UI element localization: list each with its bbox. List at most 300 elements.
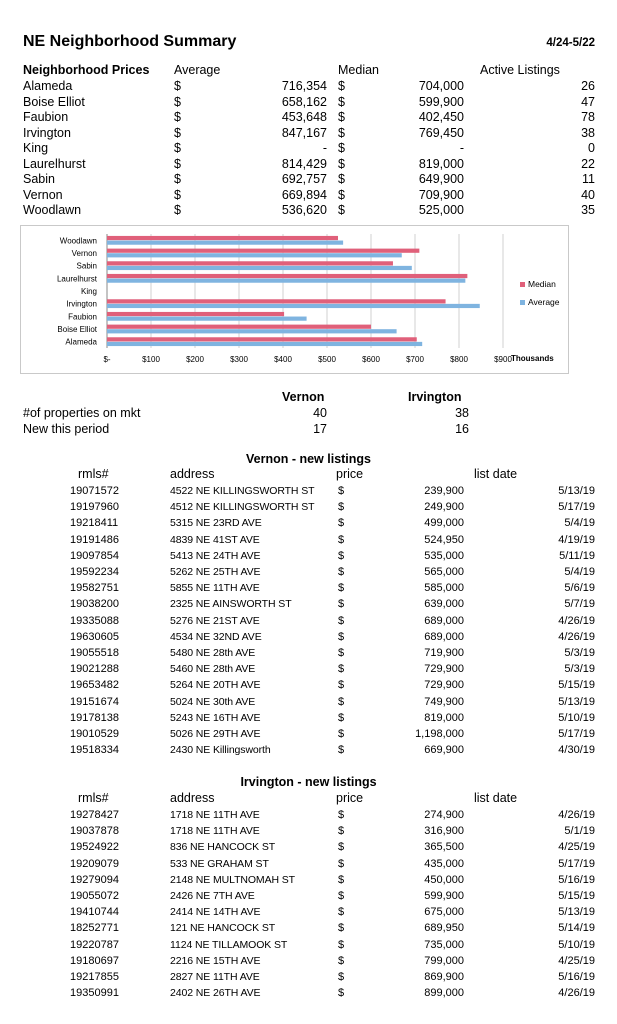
currency-symbol: $ <box>338 630 345 643</box>
listing-row <box>0 712 617 728</box>
legend-label: Average <box>528 297 560 307</box>
listing-rmls-id: 19055072 <box>70 890 119 902</box>
chart-bar-average <box>107 253 402 257</box>
price-chart <box>20 225 569 374</box>
listing-price: 499,000 <box>424 517 464 530</box>
listing-date: 5/13/19 <box>558 485 595 497</box>
neighborhood-name: Irvington <box>23 125 71 140</box>
listing-rmls-id: 19524922 <box>70 841 119 854</box>
listing-price: 689,000 <box>424 630 464 643</box>
chart-bar-median <box>107 261 393 265</box>
chart-bar-median <box>107 299 446 303</box>
neighborhood-name: Alameda <box>23 79 73 93</box>
chart-x-tick-label: $100 <box>142 355 160 364</box>
chart-bar-average <box>107 266 412 270</box>
listing-row <box>0 631 617 647</box>
comparison-col-irvington: Irvington <box>408 390 462 404</box>
active-listings: 78 <box>581 110 595 124</box>
listing-address: 2325 NE AINSWORTH ST <box>170 598 292 611</box>
listing-rmls-id: 19582751 <box>70 582 119 595</box>
chart-x-tick-label: $800 <box>450 355 468 364</box>
listing-price: 585,000 <box>424 582 464 595</box>
listing-address: 5024 NE 30th AVE <box>170 695 256 708</box>
listing-address: 1718 NE 11TH AVE <box>170 825 260 838</box>
irvington-section-title: Irvington - new listings <box>240 775 377 789</box>
chart-bar-average <box>107 329 397 333</box>
listing-row <box>0 971 617 987</box>
currency-symbol: $ <box>338 110 345 124</box>
prices-table-row <box>0 126 617 142</box>
listing-row <box>0 534 617 550</box>
listing-price: 689,950 <box>424 922 464 935</box>
listing-address: 2827 NE 11TH AVE <box>170 971 260 983</box>
listing-address: 5855 NE 11TH AVE <box>170 582 260 595</box>
currency-symbol: $ <box>338 172 345 186</box>
listing-row <box>0 906 617 922</box>
listing-date: 4/25/19 <box>558 954 595 967</box>
average-price: 453,648 <box>281 110 327 124</box>
listing-address: 2430 NE Killingsworth <box>170 744 271 757</box>
currency-symbol: $ <box>338 156 345 171</box>
chart-bar-median <box>107 249 419 253</box>
comparison-label-on-market: #of properties on mkt <box>23 406 141 420</box>
listing-rmls-id: 18252771 <box>70 922 119 935</box>
currency-symbol: $ <box>338 79 345 93</box>
listing-row <box>0 485 617 501</box>
listing-row <box>0 939 617 955</box>
vernon-header-id: rmls# <box>78 467 109 481</box>
active-listings: 40 <box>581 187 595 202</box>
listing-row <box>0 955 617 971</box>
prices-table-row <box>0 203 617 219</box>
listing-address: 2402 NE 26TH AVE <box>170 987 261 1000</box>
currency-symbol: $ <box>338 663 345 676</box>
prices-table-row <box>0 95 617 111</box>
comparison-irvington-new: 16 <box>455 422 469 436</box>
listing-rmls-id: 19071572 <box>70 485 119 497</box>
vernon-section-title: Vernon - new listings <box>245 452 372 466</box>
legend-swatch <box>520 282 525 287</box>
chart-x-tick-label: $- <box>103 355 111 364</box>
listing-date: 5/3/19 <box>564 647 595 659</box>
currency-symbol: $ <box>338 987 345 1000</box>
currency-symbol: $ <box>338 203 345 217</box>
listing-date: 4/25/19 <box>558 841 595 854</box>
page-title: NE Neighborhood Summary <box>23 33 237 50</box>
irvington-header-address: address <box>170 791 215 805</box>
listing-row <box>0 809 617 825</box>
active-listings: 38 <box>581 125 595 140</box>
chart-category-label: Boise Elliot <box>57 325 97 334</box>
listing-date: 5/4/19 <box>564 566 595 578</box>
listing-row <box>0 987 617 1003</box>
legend-swatch <box>520 300 525 305</box>
listing-address: 5480 NE 28th AVE <box>170 647 256 659</box>
listing-address: 121 NE HANCOCK ST <box>170 922 276 935</box>
listing-date: 5/15/19 <box>558 890 595 902</box>
vernon-header-address: address <box>170 467 215 481</box>
listing-row <box>0 696 617 712</box>
currency-symbol: $ <box>338 533 345 546</box>
chart-x-unit-label: Thousands <box>511 354 554 363</box>
chart-category-label: Sabin <box>76 261 97 271</box>
listing-price: 249,900 <box>424 501 464 514</box>
active-listings: 26 <box>581 79 595 93</box>
listing-row <box>0 679 617 695</box>
listing-date: 4/30/19 <box>558 744 595 757</box>
average-price: - <box>322 141 327 155</box>
listing-rmls-id: 19220787 <box>70 938 119 951</box>
median-price: 402,450 <box>418 110 464 124</box>
listing-rmls-id: 19350991 <box>70 987 119 1000</box>
currency-symbol: $ <box>174 172 181 186</box>
average-price: 669,894 <box>281 187 327 202</box>
listing-price: 729,900 <box>424 663 464 676</box>
listing-rmls-id: 19191486 <box>70 533 119 546</box>
listing-date: 5/15/19 <box>558 679 595 692</box>
listing-row <box>0 517 617 533</box>
neighborhood-name: Boise Elliot <box>23 94 85 109</box>
vernon-header-price: price <box>336 467 364 481</box>
average-price: 814,429 <box>281 156 327 171</box>
currency-symbol: $ <box>338 809 345 821</box>
listing-row <box>0 566 617 582</box>
currency-symbol: $ <box>338 695 345 708</box>
currency-symbol: $ <box>338 679 345 692</box>
listing-price: 735,000 <box>424 938 464 951</box>
median-price: 599,900 <box>418 94 464 109</box>
currency-symbol: $ <box>338 922 345 935</box>
prices-table-header <box>0 63 617 79</box>
currency-symbol: $ <box>338 141 345 155</box>
median-price: 819,000 <box>418 156 464 171</box>
listing-date: 4/26/19 <box>558 614 595 627</box>
chart-bar-average <box>107 304 480 308</box>
listing-rmls-id: 19335088 <box>70 614 119 627</box>
listing-address: 5264 NE 20TH AVE <box>170 679 261 692</box>
currency-symbol: $ <box>338 94 345 109</box>
neighborhood-name: Woodlawn <box>23 203 82 217</box>
average-price: 692,757 <box>281 172 327 186</box>
price-bar-chart <box>21 226 570 375</box>
median-price: 649,900 <box>418 172 464 186</box>
listing-address: 1718 NE 11TH AVE <box>170 809 260 821</box>
listing-rmls-id: 19217855 <box>70 971 119 983</box>
listing-date: 5/14/19 <box>558 922 595 935</box>
chart-x-tick-label: $700 <box>406 355 424 364</box>
listing-price: 565,000 <box>424 566 464 578</box>
comparison-vernon-new: 17 <box>313 422 327 436</box>
listing-row <box>0 874 617 890</box>
currency-symbol: $ <box>174 110 181 124</box>
listing-price: 689,000 <box>424 614 464 627</box>
listing-rmls-id: 19630605 <box>70 630 119 643</box>
listing-rmls-id: 19010529 <box>70 728 119 740</box>
listing-address: 5413 NE 24TH AVE <box>170 549 261 562</box>
median-price: 769,450 <box>418 125 464 140</box>
neighborhood-name: Faubion <box>23 110 69 124</box>
median-price: 525,000 <box>418 203 464 217</box>
listing-rmls-id: 19178138 <box>70 711 119 724</box>
prices-table-row <box>0 110 617 126</box>
listing-date: 5/17/19 <box>558 857 595 870</box>
irvington-header-id: rmls# <box>78 791 109 805</box>
listing-date: 5/16/19 <box>558 873 595 886</box>
listing-price: 639,000 <box>424 598 464 611</box>
comparison-irvington-on-market: 38 <box>455 406 469 420</box>
listing-row <box>0 858 617 874</box>
listing-row <box>0 598 617 614</box>
listing-price: 719,900 <box>424 647 464 659</box>
header-active: Active Listings <box>480 63 560 77</box>
chart-x-tick-label: $300 <box>230 355 248 364</box>
listing-rmls-id: 19097854 <box>70 549 119 562</box>
listing-rmls-id: 19151674 <box>70 695 119 708</box>
average-price: 658,162 <box>281 94 327 109</box>
active-listings: 35 <box>581 203 595 217</box>
listing-date: 5/1/19 <box>564 825 595 838</box>
currency-symbol: $ <box>338 938 345 951</box>
listing-address: 5026 NE 29TH AVE <box>170 728 261 740</box>
currency-symbol: $ <box>338 841 345 854</box>
listing-date: 5/16/19 <box>558 971 595 983</box>
listing-rmls-id: 19279094 <box>70 873 119 886</box>
listing-rmls-id: 19180697 <box>70 954 119 967</box>
listing-address: 2426 NE 7TH AVE <box>170 890 255 902</box>
header-median: Median <box>338 63 379 77</box>
currency-symbol: $ <box>174 141 181 155</box>
active-listings: 47 <box>581 94 595 109</box>
comparison-vernon-on-market: 40 <box>313 406 327 420</box>
currency-symbol: $ <box>174 156 181 171</box>
currency-symbol: $ <box>338 906 345 919</box>
irvington-header-price: price <box>336 791 364 805</box>
date-range: 4/24-5/22 <box>546 37 595 49</box>
currency-symbol: $ <box>338 971 345 983</box>
currency-symbol: $ <box>338 954 345 967</box>
listing-date: 5/13/19 <box>558 695 595 708</box>
listing-price: 365,500 <box>424 841 464 854</box>
neighborhood-name: Vernon <box>23 187 63 202</box>
listing-address: 2414 NE 14TH AVE <box>170 906 261 919</box>
currency-symbol: $ <box>338 187 345 202</box>
listing-rmls-id: 19055518 <box>70 647 119 659</box>
listing-price: 819,000 <box>424 711 464 724</box>
listing-rmls-id: 19218411 <box>70 517 119 530</box>
listing-address: 5262 NE 25TH AVE <box>170 566 261 578</box>
listing-date: 5/13/19 <box>558 906 595 919</box>
listing-rmls-id: 19197960 <box>70 501 119 514</box>
listing-address: 1124 NE TILLAMOOK ST <box>170 938 288 951</box>
listing-price: 435,000 <box>424 857 464 870</box>
prices-table-row <box>0 141 617 157</box>
chart-bar-average <box>107 317 307 321</box>
listing-price: 669,900 <box>424 744 464 757</box>
listing-date: 4/26/19 <box>558 987 595 1000</box>
listing-price: 450,000 <box>424 873 464 886</box>
listing-row <box>0 663 617 679</box>
currency-symbol: $ <box>338 598 345 611</box>
currency-symbol: $ <box>338 873 345 886</box>
currency-symbol: $ <box>338 825 345 838</box>
average-price: 847,167 <box>281 125 327 140</box>
header-average: Average <box>174 63 221 77</box>
currency-symbol: $ <box>338 711 345 724</box>
currency-symbol: $ <box>174 79 181 93</box>
listing-price: 599,900 <box>424 890 464 902</box>
listing-row <box>0 582 617 598</box>
irvington-header-date: list date <box>474 791 518 805</box>
listing-date: 5/4/19 <box>564 517 595 530</box>
currency-symbol: $ <box>338 744 345 757</box>
header-neighborhood: Neighborhood Prices <box>23 63 150 77</box>
listing-price: 749,900 <box>424 695 464 708</box>
listing-rmls-id: 19038200 <box>70 598 119 611</box>
legend-label: Median <box>528 279 556 289</box>
chart-category-label: King <box>80 287 97 296</box>
listing-rmls-id: 19021288 <box>70 663 119 676</box>
listing-address: 5276 NE 21ST AVE <box>170 614 260 627</box>
listing-price: 316,900 <box>424 825 464 838</box>
chart-x-tick-label: $200 <box>186 355 204 364</box>
listing-date: 5/3/19 <box>564 663 595 676</box>
currency-symbol: $ <box>174 94 181 109</box>
chart-bar-average <box>107 241 343 245</box>
listing-date: 4/19/19 <box>558 533 595 546</box>
listing-rmls-id: 19278427 <box>70 809 119 821</box>
currency-symbol: $ <box>338 125 345 140</box>
listing-date: 5/10/19 <box>558 938 595 951</box>
chart-category-label: Woodlawn <box>59 236 97 246</box>
listing-address: 4534 NE 32ND AVE <box>170 630 262 643</box>
currency-symbol: $ <box>338 501 345 514</box>
neighborhood-name: Laurelhurst <box>23 156 86 171</box>
prices-table-row <box>0 79 617 95</box>
prices-table-row <box>0 157 617 173</box>
comparison-col-vernon: Vernon <box>282 390 325 404</box>
listing-row <box>0 922 617 938</box>
listing-address: 2216 NE 15TH AVE <box>170 954 261 967</box>
chart-category-label: Irvington <box>66 299 97 309</box>
listing-address: 836 NE HANCOCK ST <box>170 841 276 854</box>
chart-bar-median <box>107 274 467 278</box>
listing-row <box>0 744 617 760</box>
listing-address: 4512 NE KILLINGSWORTH ST <box>170 501 315 514</box>
listing-address: 4522 NE KILLINGSWORTH ST <box>170 485 315 497</box>
currency-symbol: $ <box>338 549 345 562</box>
listing-date: 5/7/19 <box>564 598 595 611</box>
listing-address: 533 NE GRAHAM ST <box>170 857 269 870</box>
chart-bar-median <box>107 337 417 341</box>
listing-price: 869,900 <box>424 971 464 983</box>
comparison-label-new: New this period <box>23 422 110 436</box>
listing-date: 5/6/19 <box>564 582 595 595</box>
currency-symbol: $ <box>338 890 345 902</box>
median-price: - <box>459 141 464 155</box>
chart-bar-median <box>107 312 284 316</box>
prices-table-row <box>0 188 617 204</box>
currency-symbol: $ <box>338 485 345 497</box>
listing-address: 2148 NE MULTNOMAH ST <box>170 873 295 886</box>
listing-rmls-id: 19209079 <box>70 857 119 870</box>
listing-price: 274,900 <box>424 809 464 821</box>
average-price: 716,354 <box>281 79 327 93</box>
chart-x-tick-label: $900 <box>494 355 512 364</box>
neighborhood-name: King <box>23 141 49 155</box>
median-price: 704,000 <box>418 79 464 93</box>
currency-symbol: $ <box>338 566 345 578</box>
chart-x-tick-label: $500 <box>318 355 336 364</box>
listing-price: 799,000 <box>424 954 464 967</box>
listing-row <box>0 647 617 663</box>
listing-row <box>0 501 617 517</box>
chart-x-tick-label: $600 <box>362 355 380 364</box>
prices-table-row <box>0 172 617 188</box>
listing-row <box>0 728 617 744</box>
currency-symbol: $ <box>174 187 181 202</box>
chart-bar-average <box>107 279 465 283</box>
chart-category-label: Vernon <box>71 249 97 258</box>
listing-row <box>0 890 617 906</box>
listing-price: 729,900 <box>424 679 464 692</box>
listing-row <box>0 841 617 857</box>
listing-price: 899,000 <box>424 987 464 1000</box>
listing-date: 4/26/19 <box>558 630 595 643</box>
listing-price: 239,900 <box>424 485 464 497</box>
listing-date: 5/17/19 <box>558 728 595 740</box>
median-price: 709,900 <box>418 187 464 202</box>
chart-x-tick-label: $400 <box>274 355 292 364</box>
listing-address: 5243 NE 16TH AVE <box>170 711 261 724</box>
currency-symbol: $ <box>174 125 181 140</box>
listing-date: 4/26/19 <box>558 809 595 821</box>
listing-row <box>0 550 617 566</box>
listing-date: 5/11/19 <box>559 549 595 562</box>
listing-row <box>0 825 617 841</box>
chart-category-label: Alameda <box>65 337 97 347</box>
chart-category-label: Laurelhurst <box>56 274 97 284</box>
average-price: 536,620 <box>281 203 327 217</box>
listing-rmls-id: 19410744 <box>70 906 119 919</box>
currency-symbol: $ <box>174 203 181 217</box>
listing-price: 524,950 <box>424 533 464 546</box>
listing-price: 1,198,000 <box>415 728 464 740</box>
chart-category-label: Faubion <box>68 312 97 322</box>
currency-symbol: $ <box>338 647 345 659</box>
listing-rmls-id: 19653482 <box>70 679 119 692</box>
currency-symbol: $ <box>338 582 345 595</box>
active-listings: 11 <box>582 172 595 186</box>
chart-bar-median <box>107 236 338 240</box>
listing-address: 5315 NE 23RD AVE <box>170 517 262 530</box>
listing-row <box>0 615 617 631</box>
listing-price: 675,000 <box>424 906 464 919</box>
listing-rmls-id: 19592234 <box>70 566 119 578</box>
chart-bar-average <box>107 342 422 346</box>
active-listings: 22 <box>581 156 595 171</box>
listing-price: 535,000 <box>424 549 464 562</box>
currency-symbol: $ <box>338 614 345 627</box>
listing-address: 5460 NE 28th AVE <box>170 663 256 676</box>
listing-date: 5/17/19 <box>558 501 595 514</box>
listing-date: 5/10/19 <box>558 711 595 724</box>
neighborhood-name: Sabin <box>23 172 55 186</box>
currency-symbol: $ <box>338 857 345 870</box>
vernon-header-date: list date <box>474 467 518 481</box>
currency-symbol: $ <box>338 728 345 740</box>
listing-address: 4839 NE 41ST AVE <box>170 533 260 546</box>
chart-bar-median <box>107 325 371 329</box>
